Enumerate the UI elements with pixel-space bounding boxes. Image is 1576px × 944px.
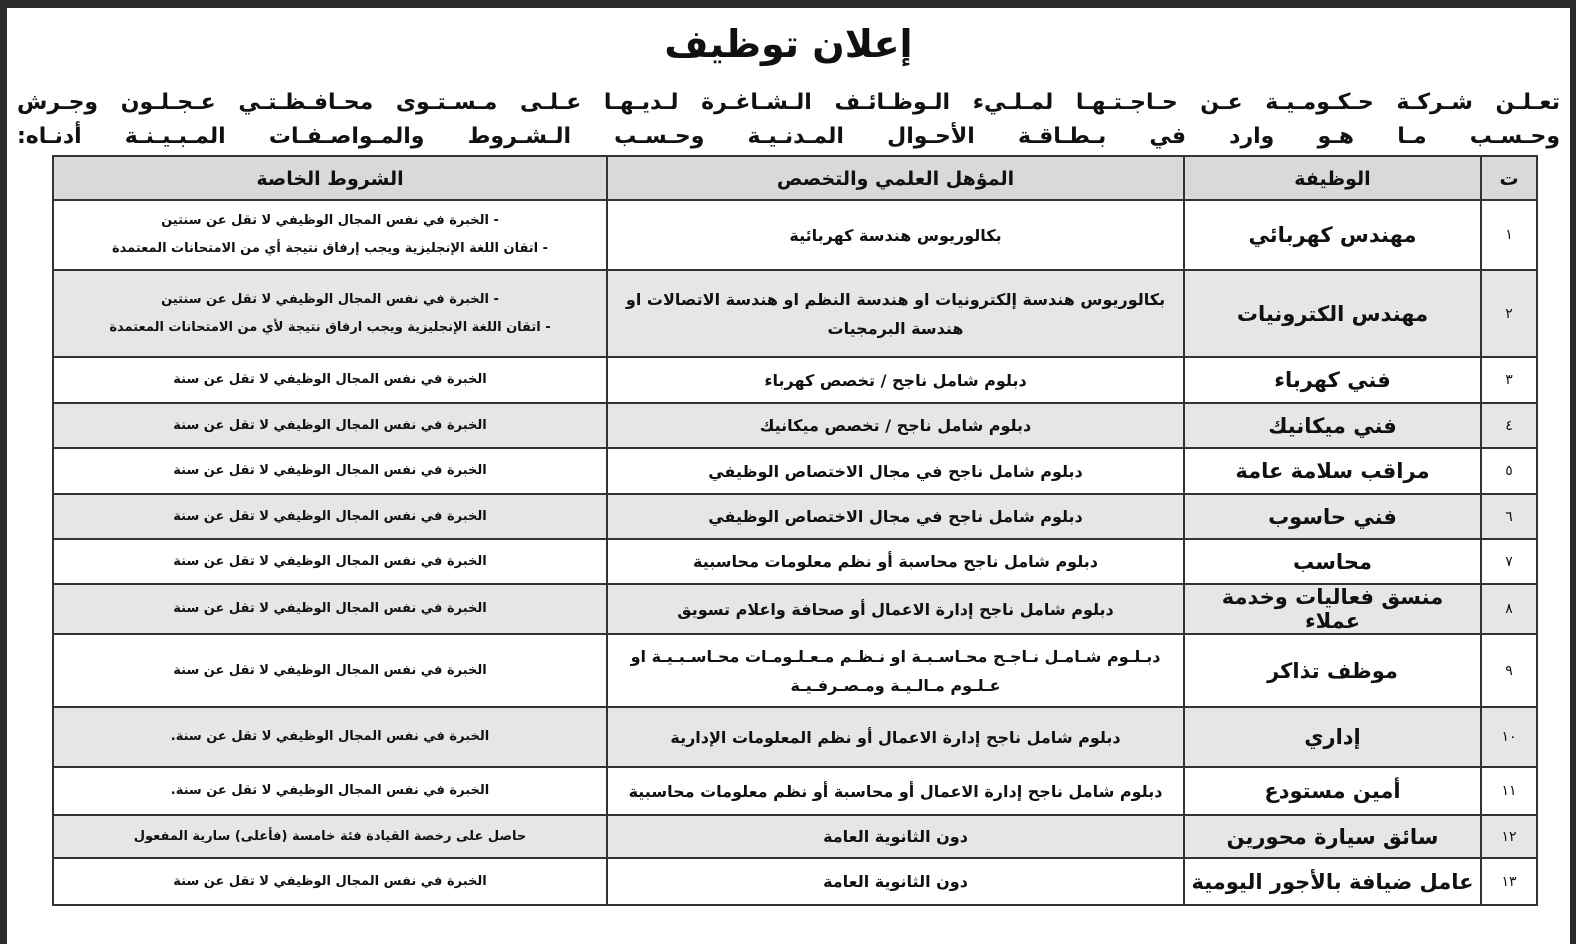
special-conditions [53,707,607,767]
qualification: دبلوم شامل ناجح في مجال الاختصاص الوظيفي [607,448,1184,494]
job-title: مراقب سلامة عامة [1184,448,1481,494]
special-conditions [53,270,607,357]
condition-line: - اتقان اللغة الإنجليزية ويجب ارفاق نتيجة لأي من الامتحانات المعتمدة [109,319,551,335]
table-row [53,200,1537,270]
job-title: فني كهرباء [1184,357,1481,403]
row-number: ٢ [1481,270,1537,357]
special-conditions [53,448,607,494]
special-conditions [53,200,607,270]
condition-line: حاصل على رخصة القيادة فئة خامسة (فأعلى) سارية المفعول [133,828,527,844]
special-conditions [53,815,607,858]
row-number: ١ [1481,200,1537,270]
intro-line: وحـسـب مـا هـو وارد في بـطـاقـة الأحـوال المـدنـيـة وحـسـب الـشـروط والمـواصـفـات المـبـيـنـة أدنـاه: [17,124,1560,149]
row-number: ٧ [1481,539,1537,584]
table-row [53,634,1537,707]
special-conditions [53,584,607,634]
special-conditions [53,403,607,448]
table-row [53,448,1537,494]
row-number: ١١ [1481,767,1537,815]
table-row [53,858,1537,905]
job-title: محاسب [1184,539,1481,584]
header-qualification: المؤهل العلمي والتخصص [607,156,1184,200]
qualification: دبلوم شامل ناجح محاسبة أو نظم معلومات محاسبية [607,539,1184,584]
row-number: ٤ [1481,403,1537,448]
jobs-table [52,155,1538,906]
job-title: عامل ضيافة بالأجور اليومية [1184,858,1481,905]
qualification: دبلوم شامل ناجح إدارة الاعمال أو نظم المعلومات الإدارية [607,707,1184,767]
row-number: ٨ [1481,584,1537,634]
table-row [53,494,1537,539]
row-number: ٣ [1481,357,1537,403]
intro-line: تعـلـن شـركـة حـكـومـيـة عـن حـاجـتـهـا لمـلـيء الـوظـائـف الـشـاغـرة لـديـهـا عـلـى مـسـتـوى محـافـظـتـي عـجـلـون وجـرش [17,90,1560,115]
qualification: دبلوم شامل ناجح / تخصص كهرباء [607,357,1184,403]
job-title: منسق فعاليات وخدمة عملاء [1184,584,1481,634]
row-number: ٦ [1481,494,1537,539]
special-conditions [53,539,607,584]
qualification: دبلوم شامل ناجح / تخصص ميكانيك [607,403,1184,448]
condition-line: الخبرة في نفس المجال الوظيفي لا تقل عن سنة. [170,783,490,798]
condition-line: الخبرة في نفس المجال الوظيفي لا تقل عن سنة [173,372,487,387]
job-title: مهندس الكترونيات [1184,270,1481,357]
qualification: دبلوم شامل ناجح إدارة الاعمال أو محاسبة أو نظم معلومات محاسبية [607,767,1184,815]
special-conditions [53,494,607,539]
page-title: إعلان توظيف [664,22,913,66]
qualification: دبلوم شامل ناجح إدارة الاعمال أو صحافة واعلام تسويق [607,584,1184,634]
condition-line: - الخبرة في نفس المجال الوظيفي لا تقل عن سنتين [161,213,499,228]
condition-line: الخبرة في نفس المجال الوظيفي لا تقل عن سنة [173,417,487,433]
special-conditions [53,767,607,815]
condition-line: الخبرة في نفس المجال الوظيفي لا تقل عن سنة [173,553,487,569]
job-title: فني ميكانيك [1184,403,1481,448]
job-title: إداري [1184,707,1481,767]
qualification: دون الثانوية العامة [607,815,1184,858]
qualification: بكالوريوس هندسة إلكترونيات او هندسة النظم او هندسة الاتصالات او هندسة البرمجيات [607,270,1184,357]
condition-line: الخبرة في نفس المجال الوظيفي لا تقل عن سنة. [170,729,490,744]
header-job: الوظيفة [1184,156,1481,200]
condition-line: الخبرة في نفس المجال الوظيفي لا تقل عن سنة [173,662,487,678]
condition-line: الخبرة في نفس المجال الوظيفي لا تقل عن سنة [173,508,487,524]
job-title: سائق سيارة محورين [1184,815,1481,858]
qualification: بكالوريوس هندسة كهربائية [607,200,1184,270]
special-conditions [53,357,607,403]
row-number: ٥ [1481,448,1537,494]
job-title: مهندس كهربائي [1184,200,1481,270]
job-title: موظف تذاكر [1184,634,1481,707]
table-header-row [53,156,1537,200]
table-row [53,767,1537,815]
job-title: أمين مستودع [1184,767,1481,815]
jobs-table-body [53,200,1537,905]
intro-paragraph [17,86,1560,154]
table-row [53,357,1537,403]
condition-line: - اتقان اللغة الإنجليزية ويجب إرفاق نتيجة أي من الامتحانات المعتمدة [111,241,549,256]
row-number: ١٣ [1481,858,1537,905]
row-number: ١٠ [1481,707,1537,767]
table-row [53,707,1537,767]
qualification: دبـلـوم شـامـل نـاجـح محـاسـبـة او نـظـم مـعـلـومـات محـاسـبـيـة او عـلـوم مـالـيـة ومـصـرفـيـة [607,634,1184,707]
table-row [53,584,1537,634]
qualification: دبلوم شامل ناجح في مجال الاختصاص الوظيفي [607,494,1184,539]
condition-line: - الخبرة في نفس المجال الوظيفي لا تقل عن سنتين [161,291,499,307]
condition-line: الخبرة في نفس المجال الوظيفي لا تقل عن سنة [173,463,487,478]
qualification: دون الثانوية العامة [607,858,1184,905]
job-title: فني حاسوب [1184,494,1481,539]
condition-line: الخبرة في نفس المجال الوظيفي لا تقل عن سنة [173,601,487,616]
header-number: ت [1481,156,1537,200]
table-row [53,815,1537,858]
condition-line: الخبرة في نفس المجال الوظيفي لا تقل عن سنة [173,873,487,889]
table-row [53,270,1537,357]
special-conditions [53,858,607,905]
row-number: ١٢ [1481,815,1537,858]
table-row [53,539,1537,584]
header-conditions: الشروط الخاصة [53,156,607,200]
row-number: ٩ [1481,634,1537,707]
special-conditions [53,634,607,707]
table-row [53,403,1537,448]
